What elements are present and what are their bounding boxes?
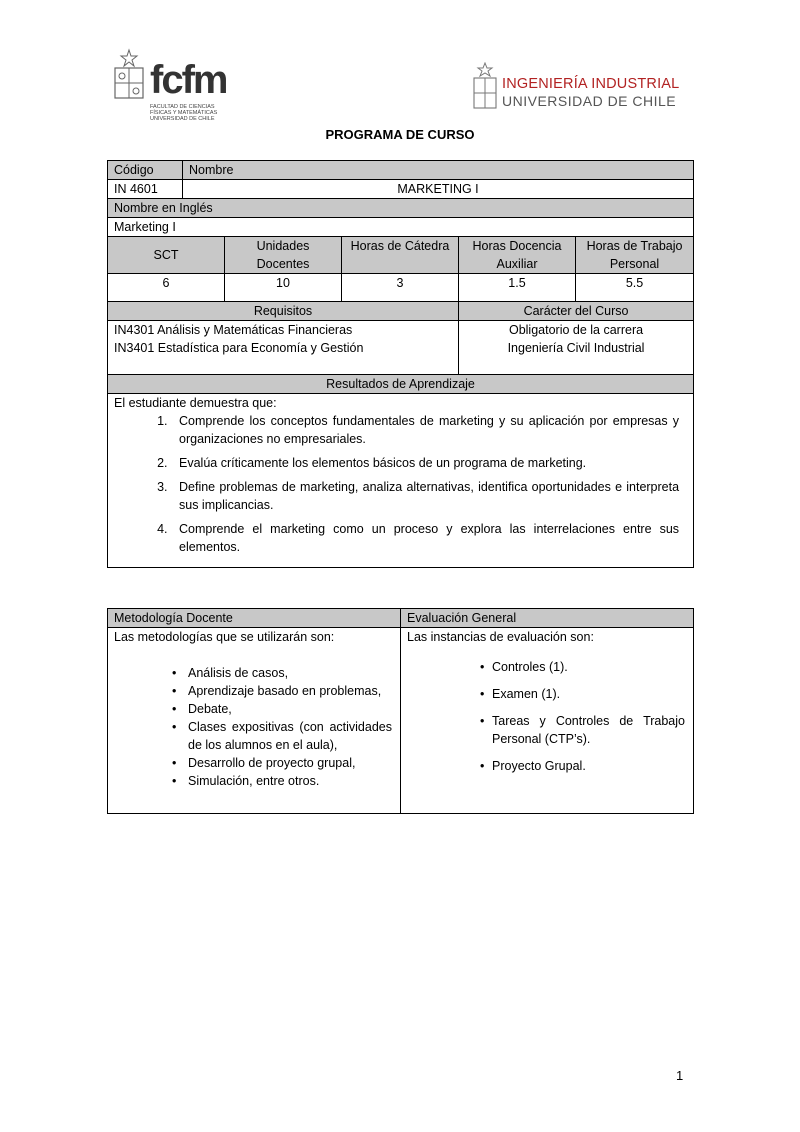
logo-subtitle: UNIVERSIDAD DE CHILE [502,93,677,109]
hours-header-auxiliary: Horas Docencia Auxiliar [459,237,576,274]
hours-header-lecture: Horas de Cátedra [342,237,459,274]
hours-header-sct: SCT [108,237,225,274]
outcomes-intro: El estudiante demuestra que: [114,396,277,410]
table-row [108,394,694,568]
methodology-intro: Las metodologías que se utilizarán son: [114,630,335,644]
english-name: Marketing I [108,218,694,237]
university-seal-icon [112,48,146,102]
list-item: • Aprendizaje basado en problemas, [172,682,392,700]
list-item: 4. Comprende el marketing como un proceso y explora las interrelaciones entre sus elementos. [171,520,679,556]
methodology-evaluation-table [107,608,694,814]
university-seal-icon [472,62,498,110]
hours-header-units: Unidades Docentes [225,237,342,274]
character-cell [459,321,694,375]
table-row [108,180,694,199]
logo-title: INGENIERÍA INDUSTRIAL [502,76,680,92]
table-row [108,609,694,628]
requisites-label: Requisitos [108,302,459,321]
page-number: 1 [676,1068,684,1083]
table-row [108,218,694,237]
course-code: IN 4601 [108,180,183,199]
table-row [108,199,694,218]
list-item: • Debate, [172,700,392,718]
fcfm-subtitle: FACULTAD DE CIENCIAS FÍSICAS Y MATEMÁTICAS UNIVERSIDAD DE CHILE [150,104,218,122]
course-name: MARKETING I [183,180,694,199]
list-item: • Clases expositivas (con actividades de los alumnos en el aula), [172,718,392,754]
table-row [108,628,694,814]
requisite-item: IN3401 Estadística para Economía y Gestión [114,341,364,355]
evaluation-label: Evaluación General [401,609,694,628]
table-row [108,274,694,302]
list-item: 2. Evalúa críticamente los elementos básicos de un programa de marketing. [171,454,679,472]
outcomes-list [114,412,679,556]
code-label: Código [108,161,183,180]
outcomes-cell [108,394,694,568]
fcfm-logo [112,46,242,130]
outcomes-label: Resultados de Aprendizaje [108,375,694,394]
hours-header-personal: Horas de Trabajo Personal [576,237,694,274]
requisites-cell [108,321,459,375]
course-table [107,160,694,568]
industrial-engineering-logo [472,62,687,112]
evaluation-cell [401,628,694,814]
list-item: • Proyecto Grupal. [480,757,685,775]
character-label: Carácter del Curso [459,302,694,321]
hours-value-units: 10 [225,274,342,302]
table-row [108,375,694,394]
list-item: • Simulación, entre otros. [172,772,392,790]
evaluation-list [407,658,685,775]
list-item: 3. Define problemas de marketing, analiza alternativas, identifica oportunidades e interpreta sus implicancias. [171,478,679,514]
page-title: PROGRAMA DE CURSO [325,127,475,142]
table-row [108,321,694,375]
english-name-label: Nombre en Inglés [108,199,694,218]
character-line: Ingeniería Civil Industrial [507,341,645,355]
list-item: • Análisis de casos, [172,664,392,682]
list-item: 1. Comprende los conceptos fundamentales de marketing y su aplicación por empresas y organizaciones no empresariales. [171,412,679,448]
methodology-label: Metodología Docente [108,609,401,628]
fcfm-wordmark: fcfm [150,58,227,102]
list-item: • Controles (1). [480,658,685,676]
methodology-cell [108,628,401,814]
hours-value-lecture: 3 [342,274,459,302]
list-item: • Examen (1). [480,685,685,703]
list-item: • Tareas y Controles de Trabajo Personal (CTP’s). [480,712,685,748]
table-row [108,302,694,321]
list-item: • Desarrollo de proyecto grupal, [172,754,392,772]
character-line: Obligatorio de la carrera [508,323,644,337]
methodology-list [114,664,392,790]
hours-value-personal: 5.5 [576,274,694,302]
table-row [108,237,694,274]
name-label: Nombre [183,161,694,180]
requisite-item: IN4301 Análisis y Matemáticas Financieras [114,323,353,337]
hours-value-auxiliary: 1.5 [459,274,576,302]
table-row [108,161,694,180]
evaluation-intro: Las instancias de evaluación son: [407,630,594,644]
hours-value-sct: 6 [108,274,225,302]
